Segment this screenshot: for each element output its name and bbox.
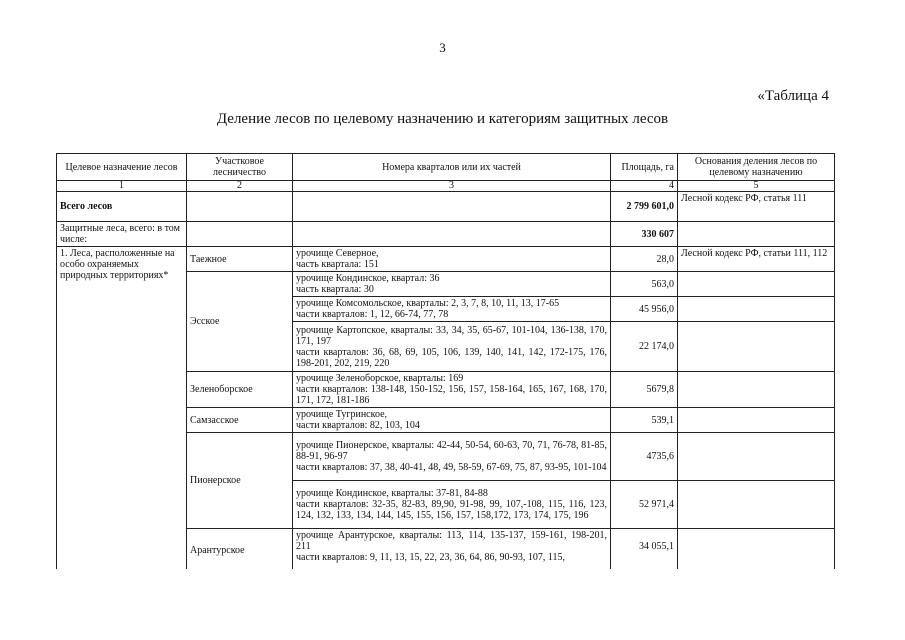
quarters-cell (293, 529, 611, 573)
basis-cell: Лесной кодекс РФ, статьи 111, 112 (678, 247, 835, 272)
area-value: 28,0 (611, 247, 678, 272)
table-label: «Таблица 4 (757, 88, 829, 104)
page-number: 3 (439, 40, 446, 55)
quarters-line: урочище Тугринское, (296, 409, 388, 420)
column-number-row (57, 181, 835, 192)
quarters-cell (293, 272, 611, 297)
category-label: 1. Леса, расположенные на особо охраняемых природных территориях* (57, 247, 187, 573)
forestry-name: Таежное (187, 247, 293, 272)
column-number: 5 (678, 181, 835, 192)
quarters-line: урочище Зеленоборское, кварталы: 169 (296, 373, 464, 384)
protective-row (57, 222, 835, 247)
forestry-name: Эсское (187, 272, 293, 372)
quarters-line: урочище Картопское, кварталы: 33, 34, 35, 65-67, 101-104, 136-138, 170, 171, 197 (296, 324, 607, 347)
quarters-cell (293, 247, 611, 272)
quarters-line: урочище Кондинское, кварталы: 37-81, 84-88 (296, 488, 488, 499)
column-number: 2 (187, 181, 293, 192)
document-title: Деление лесов по целевому назначению и категориям защитных лесов (216, 111, 669, 127)
quarters-line: части кварталов: 138-148, 150-152, 156, 157, 158-164, 165, 167, 168, 170, 171, 172, 181-186 (296, 384, 607, 406)
total-basis: Лесной кодекс РФ, статья 111 (678, 192, 835, 222)
total-label: Всего лесов (57, 192, 187, 222)
total-area: 2 799 601,0 (611, 192, 678, 222)
quarters-line: части кварталов: 37, 38, 40-41, 48, 49, 58-59, 67-69, 75, 87, 93-95, 101-104 (296, 462, 607, 473)
forest-division-table (56, 153, 835, 573)
header-basis: Основания деления лесов по целевому назначению (678, 154, 835, 181)
total-row (57, 192, 835, 222)
header-purpose: Целевое назначение лесов (57, 154, 187, 181)
header-quarters: Номера кварталов или их частей (293, 154, 611, 181)
quarters-cell (293, 433, 611, 481)
header-area: Площадь, га (611, 154, 678, 181)
column-number: 4 (611, 181, 678, 192)
column-number: 3 (293, 181, 611, 192)
area-value: 539,1 (611, 408, 678, 433)
area-value: 34 055,1 (611, 529, 678, 573)
area-value: 4735,6 (611, 433, 678, 481)
quarters-cell (293, 372, 611, 408)
quarters-cell (293, 297, 611, 322)
forestry-name: Самзасское (187, 408, 293, 433)
header-forestry: Участковое лесничество (187, 154, 293, 181)
quarters-line: части кварталов: 36, 68, 69, 105, 106, 139, 140, 141, 142, 172-175, 176, 198-201, 202, 219, 220 (296, 346, 607, 369)
quarters-line: урочище Пионерское, кварталы: 42-44, 50-54, 60-63, 70, 71, 76-78, 81-85, 88-91, 96-97 (296, 440, 607, 462)
column-number: 1 (57, 181, 187, 192)
area-value: 22 174,0 (611, 322, 678, 372)
quarters-line: урочище Арантурское, кварталы: 113, 114, 135-137, 159-161, 198-201, 211 (296, 530, 607, 552)
quarters-cell (293, 322, 611, 372)
quarters-line: урочище Кондинское, квартал: 36 (296, 273, 440, 284)
quarters-line: часть квартала: 151 (296, 259, 379, 270)
table-row (57, 247, 835, 272)
quarters-line: части кварталов: 82, 103, 104 (296, 420, 420, 431)
quarters-line: урочище Северное, (296, 248, 379, 259)
area-value: 45 956,0 (611, 297, 678, 322)
quarters-line: части кварталов: 32-35, 82-83, 89,90, 91-98, 99, 107,-108, 115, 116, 123, 124, 132, 133, 134, 144, 145, 155, 156, 157, 158,172, 173, 174, 175, 196 (296, 499, 607, 521)
quarters-line: части кварталов: 9, 11, 13, 15, 22, 23, 36, 64, 86, 90-93, 107, 115, (296, 552, 565, 563)
header-row (57, 154, 835, 181)
quarters-line: части кварталов: 1, 12, 66-74, 77, 78 (296, 309, 449, 320)
area-value: 52 971,4 (611, 481, 678, 529)
area-value: 563,0 (611, 272, 678, 297)
protective-area: 330 607 (611, 222, 678, 247)
protective-label: Защитные леса, всего: в том числе: (57, 222, 187, 247)
forestry-name: Зеленоборское (187, 372, 293, 408)
quarters-line: урочище Комсомольское, кварталы: 2, 3, 7, 8, 10, 11, 13, 17-65 (296, 298, 560, 309)
forestry-name: Пионерское (187, 433, 293, 529)
quarters-cell (293, 481, 611, 529)
quarters-line: часть квартала: 30 (296, 284, 374, 295)
forestry-name: Арантурское (187, 529, 293, 573)
area-value: 5679,8 (611, 372, 678, 408)
page-bottom-margin (0, 569, 905, 640)
quarters-cell (293, 408, 611, 433)
